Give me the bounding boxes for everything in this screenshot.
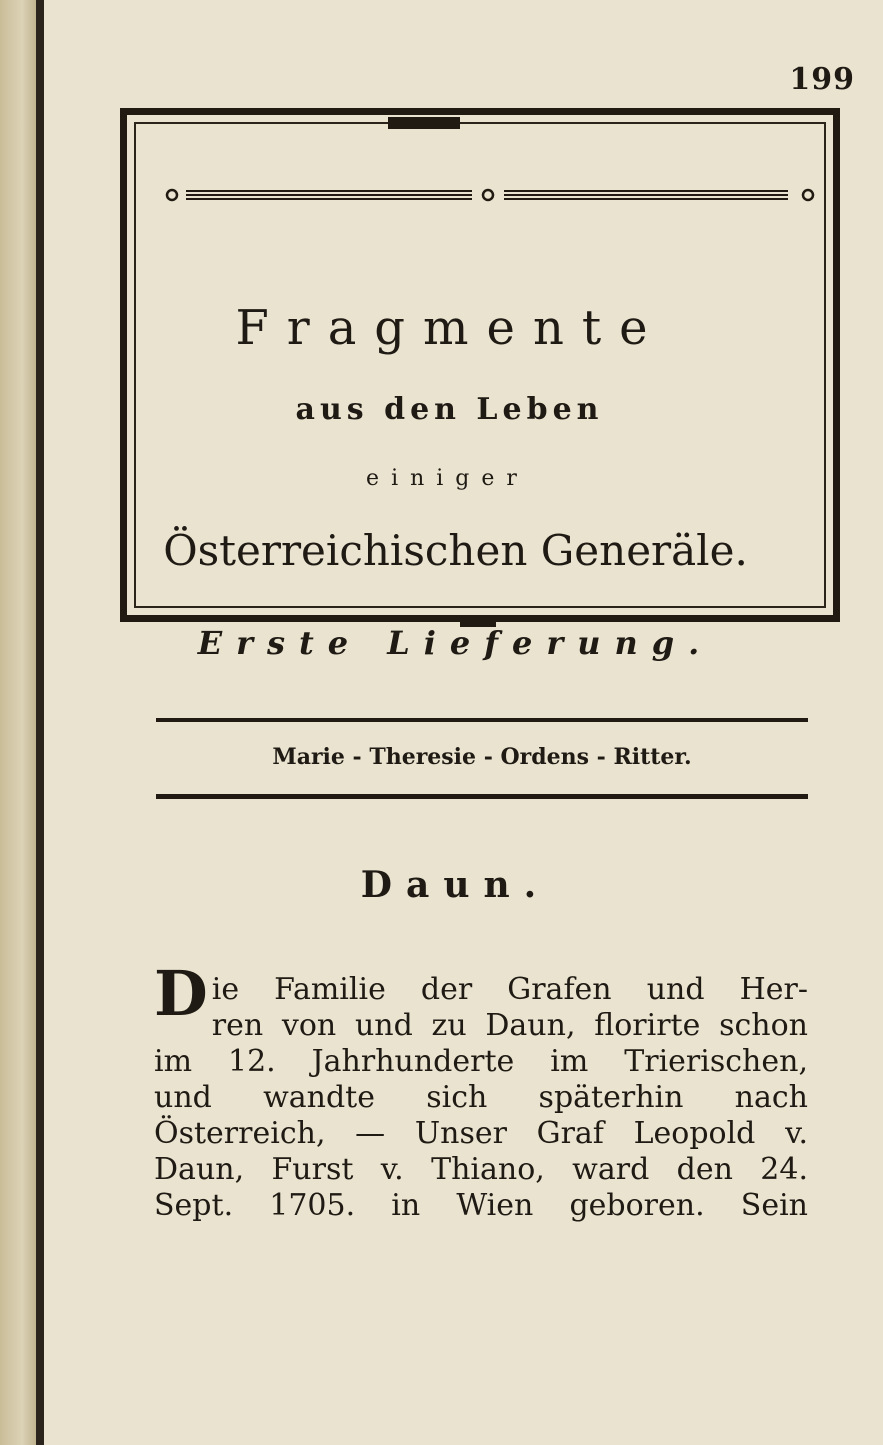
body-line: Daun, Furst v. Thiano, ward den 24. [154, 1152, 808, 1187]
subtitle-line-4: Erste Lieferung. [197, 624, 714, 662]
body-text [154, 957, 808, 1224]
frame-notch-top [388, 117, 460, 129]
page-number: 199 [789, 62, 855, 97]
section-heading: Daun. [360, 864, 551, 906]
rule-bottom [156, 794, 808, 799]
subtitle-line-2: einiger [366, 466, 529, 491]
body-line: im 12. Jahrhunderte im Trierischen, [154, 1044, 808, 1079]
body-line: ren von und zu Daun, florirte schon [211, 1008, 808, 1043]
main-title: Fragmente [235, 300, 666, 356]
book-gutter [0, 0, 40, 1445]
drop-cap: D [154, 957, 208, 1030]
body-line: Sept. 1705. in Wien geboren. Sein [154, 1188, 808, 1223]
body-line: und wandte sich späterhin nach [154, 1080, 808, 1115]
body-line: Die Familie der Grafen und Her- [154, 957, 808, 1030]
rule-top [156, 718, 808, 722]
gutter-shadow [36, 0, 44, 1445]
body-line: Österreich, — Unser Graf Leopold v. [154, 1116, 808, 1151]
order-title: Marie - Theresie - Ordens - Ritter. [272, 744, 692, 770]
ornament-rule [160, 180, 820, 210]
subtitle-line-3: Österreichischen Generäle. [163, 526, 748, 575]
subtitle-line-1: aus den Leben [295, 392, 604, 427]
